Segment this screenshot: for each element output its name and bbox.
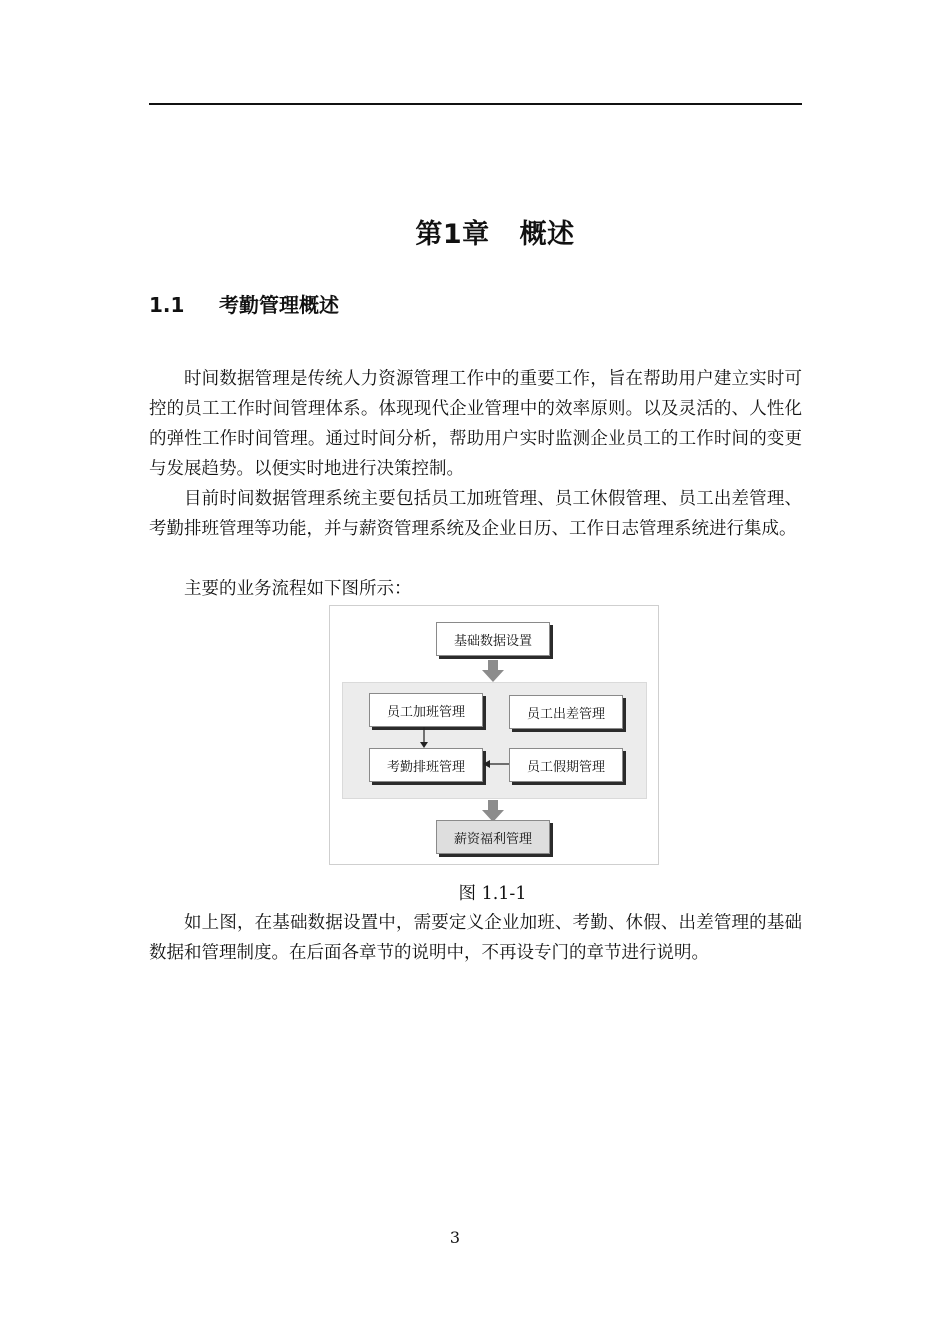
arrow-down-icon [419, 727, 429, 749]
flow-label: 考勤排班管理 [386, 759, 465, 775]
down-arrow-icon [482, 660, 504, 682]
section-title: 考勤管理概述 [219, 293, 339, 317]
section-heading [149, 289, 339, 318]
flow-label: 基础数据设置 [453, 633, 532, 649]
flow-diagram [329, 605, 659, 865]
flow-box-overtime [369, 693, 483, 727]
figure-caption: 图 1.1-1 [458, 884, 527, 904]
paragraph-1: 时间数据管理是传统人力资源管理工作中的重要工作，旨在帮助用户建立实时可控的员工工作时间管理体系。体现现代企业管理中的效率原则。以及灵活的、人性化的弹性工作时间管理。通过时间分析，帮助用户实时监测企业员工的工作时间的变更与发展趋势。以便实时地进行决策控制。 [149, 369, 802, 479]
page-number: 3 [449, 1228, 461, 1247]
paragraph-3: 主要的业务流程如下图所示： [184, 579, 412, 599]
header-rule [149, 103, 802, 105]
flow-label: 员工加班管理 [386, 704, 465, 720]
chapter-heading [0, 212, 950, 251]
down-arrow-icon [482, 800, 504, 822]
flow-label: 员工假期管理 [526, 759, 605, 775]
chapter-title: 概述 [519, 219, 575, 250]
paragraph-2: 目前时间数据管理系统主要包括员工加班管理、员工休假管理、员工出差管理、考勤排班管理等功能，并与薪资管理系统及企业日历、工作日志管理系统进行集成。 [149, 489, 802, 539]
flow-box-business-trip [509, 695, 623, 729]
flow-box-leave [509, 748, 623, 782]
flow-box-basic-data [436, 622, 550, 656]
flow-box-payroll [436, 820, 550, 854]
chapter-number: 第1章 [415, 219, 490, 250]
flow-label: 薪资福利管理 [453, 831, 532, 847]
flow-label: 员工出差管理 [526, 706, 605, 722]
flow-box-scheduling [369, 748, 483, 782]
flow-panel [342, 682, 647, 799]
paragraph-4: 如上图，在基础数据设置中，需要定义企业加班、考勤、休假、出差管理的基础数据和管理制度。在后面各章节的说明中，不再设专门的章节进行说明。 [149, 913, 802, 963]
arrow-left-icon [483, 759, 509, 769]
section-number: 1.1 [149, 293, 185, 317]
